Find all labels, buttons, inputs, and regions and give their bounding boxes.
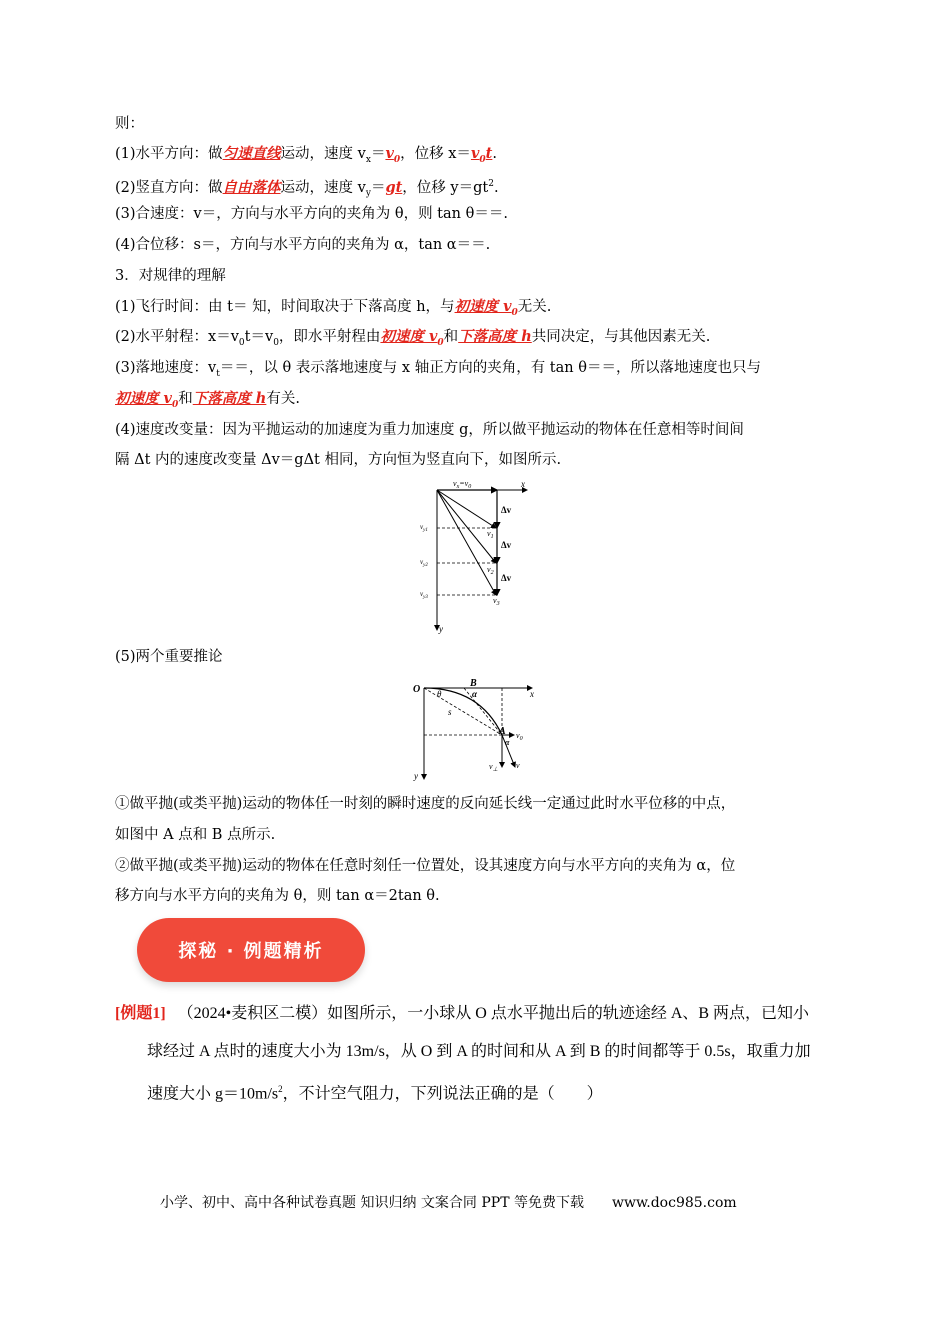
svg-text:vy3: $v_{y3}$ [420, 590, 428, 600]
svg-text:y: y [439, 624, 443, 634]
svg-text:vy2: $v_{y2}$ [420, 558, 428, 568]
text-line: 初速度 $v_0$和下落高度 h有关. [115, 390, 300, 410]
svg-text:α: α [472, 689, 477, 699]
svg-text:v3: $v_3$ [493, 596, 500, 607]
text-line: 移方向与水平方向的夹角为 θ，则 tan α＝2tan θ. [115, 888, 440, 904]
text-line: (3)合速度：v＝，方向与水平方向的夹角为 θ，则 tan θ＝＝. [115, 206, 508, 222]
text-line: (4)合位移：s＝，方向与水平方向的夹角为 α，tan α＝＝. [115, 237, 491, 253]
svg-text:v1: $v_1$ [487, 529, 494, 540]
velocity-change-diagram [415, 475, 545, 635]
svg-text:v: v [516, 761, 520, 770]
svg-text:x: x [521, 479, 525, 489]
text-line: (2)水平射程：$x=v_0t=v_0$，即水平射程由初速度 $v_0$和下落高度 h共同决定，与其他因素无关. [115, 328, 711, 348]
svg-text:Δv: Δv [501, 540, 512, 550]
svg-text:x: x [530, 689, 534, 699]
text-line: (1)水平方向：做匀速直线运动，速度 $v_x=v_0$，位移 $x=v_0t$. [115, 145, 497, 165]
text-line: ②做平抛(或类平抛)运动的物体在任意时刻任一位置处，设其速度方向与水平方向的夹角为 α，位 [115, 858, 736, 874]
text-line: 如图中 A 点和 B 点所示. [115, 827, 276, 843]
text-line: 则： [115, 116, 144, 132]
text-line: (1)飞行时间：由 t＝ 知，时间取决于下落高度 h，与初速度 $v_0$无关. [115, 298, 552, 318]
example-line: [例题1] （2024•麦积区二模）如图所示，一小球从 O 点水平抛出后的轨迹途经 A、B 两点，已知小 [115, 1005, 810, 1022]
svg-text:vx=v0: $v_x=v_0$ [453, 479, 472, 490]
svg-text:θ: θ [437, 689, 442, 699]
svg-text:A: A [499, 726, 506, 737]
svg-text:Δv: Δv [501, 505, 512, 515]
section-banner: 探秘 · 例题精析 [137, 918, 365, 982]
svg-text:α: α [505, 738, 510, 747]
projectile-corollary-diagram [410, 675, 540, 783]
text-line: 隔 Δt 内的速度改变量 Δv＝gΔt 相同，方向恒为竖直向下，如图所示. [115, 452, 562, 468]
text-line: (3)落地速度：$v_t==$，以 θ 表示落地速度与 x 轴正方向的夹角，有 tan θ＝＝，所以落地速度也只与 [115, 360, 761, 379]
svg-text:v⊥: $v_\perp$ [489, 762, 498, 773]
svg-text:s: s [448, 707, 452, 717]
svg-text:Δv: Δv [501, 573, 512, 583]
example-line: 球经过 A 点时的速度大小为 13m/s，从 O 到 A 的时间和从 A 到 B 的时间都等于 0.5s，取重力加 [147, 1043, 811, 1060]
page-footer: 小学、初中、高中各种试卷真题 知识归纳 文案合同 PPT 等免费下载 www.doc985.com [160, 1195, 737, 1211]
example-tag: [例题1] [115, 1005, 166, 1022]
text-line: ①做平抛(或类平抛)运动的物体任一时刻的瞬时速度的反向延长线一定通过此时水平位移的中点， [115, 796, 736, 812]
text-line: (2)竖直方向：做自由落体运动，速度 $v_y=gt$，位移 $y=gt^2$. [115, 178, 499, 199]
section-heading: 3．对规律的理解 [115, 268, 226, 284]
svg-text:O: O [413, 684, 421, 695]
svg-text:B: B [470, 678, 477, 689]
example-line: 速度大小 $g=10m/s^2$，不计空气阻力，下列说法正确的是（ ） [147, 1084, 603, 1103]
svg-text:y: y [414, 771, 418, 781]
svg-text:v2: $v_2$ [487, 565, 494, 576]
text-line: (5)两个重要推论 [115, 649, 223, 665]
svg-text:vy1: $v_{y1}$ [420, 523, 428, 533]
svg-text:v0: $v_0$ [516, 731, 523, 742]
text-line: (4)速度改变量：因为平抛运动的加速度为重力加速度 g，所以做平抛运动的物体在任意相等时间间 [115, 422, 744, 438]
